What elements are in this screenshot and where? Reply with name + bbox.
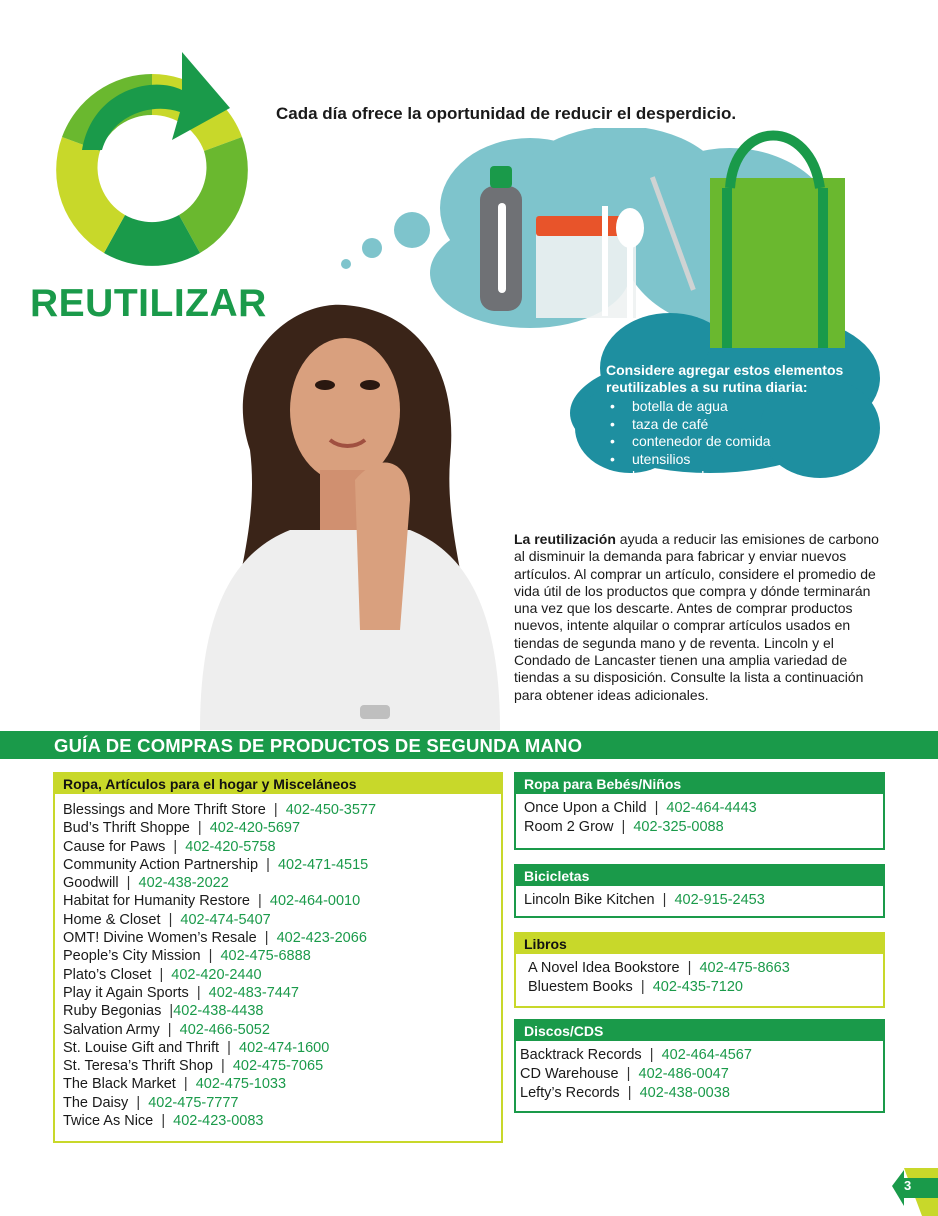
list-item: • contenedor de comida (606, 433, 896, 451)
page-tab-arrow-icon (892, 1168, 938, 1216)
store-row (528, 959, 875, 978)
list-item: • botella de agua (606, 398, 896, 416)
separator: | (208, 948, 213, 965)
store-name: People’s City Mission (63, 948, 201, 965)
section-bebes (514, 772, 885, 850)
store-list (516, 794, 883, 843)
reusable-items-heading: Considere agregar estos elementos reutilizables a su rutina diaria: (606, 362, 844, 395)
store-name: Lefty’s Records (520, 1085, 620, 1101)
store-phone: 402-471-4515 (277, 856, 369, 873)
store-phone: 402-420-5758 (185, 838, 276, 855)
store-phone: 402-475-1033 (195, 1076, 287, 1093)
tagline: Cada día ofrece la oportunidad de reducir el desperdicio. (276, 104, 737, 123)
guide-banner-title: GUÍA DE COMPRAS DE PRODUCTOS DE SEGUNDA MANO (54, 735, 583, 756)
reuse-paragraph (514, 531, 886, 704)
separator: | (136, 1094, 141, 1111)
reusable-items (606, 398, 896, 486)
separator: | (167, 1021, 172, 1038)
section-heading: Bicicletas (516, 866, 883, 886)
store-row (63, 856, 493, 874)
separator: | (662, 892, 667, 908)
store-row (63, 911, 493, 929)
store-row (63, 1021, 493, 1039)
store-phone: 402-420-2440 (171, 966, 262, 983)
store-phone: 402-325-0088 (633, 819, 724, 835)
separator: | (126, 875, 131, 892)
page-number: 3 (904, 1178, 912, 1193)
store-row (63, 1112, 493, 1130)
separator: | (173, 838, 178, 855)
separator: | (161, 1113, 166, 1130)
store-name: Room 2 Grow (524, 819, 614, 835)
separator: | (220, 1058, 225, 1075)
store-row (63, 947, 493, 965)
list-item: • utensilios (606, 451, 896, 469)
store-phone: 402-486-0047 (638, 1066, 729, 1082)
store-row (63, 929, 493, 947)
store-row (63, 1002, 493, 1020)
store-name: Backtrack Records (520, 1047, 642, 1063)
separator: | (264, 930, 269, 947)
store-row (63, 1094, 493, 1112)
store-phone: 402-475-6888 (220, 948, 311, 965)
separator: | (273, 802, 278, 818)
store-name: Goodwill (63, 875, 119, 892)
store-phone: 402-475-7777 (148, 1094, 239, 1111)
store-row (63, 801, 493, 819)
store-row (520, 1046, 875, 1065)
store-phone: 402-915-2453 (674, 892, 765, 908)
separator: | (159, 966, 164, 983)
store-name: Bud’s Thrift Shoppe (63, 820, 190, 837)
section-heading: Discos/CDS (516, 1021, 883, 1041)
store-name: St. Louise Gift and Thrift (63, 1039, 220, 1056)
store-phone: 402-464-0010 (269, 893, 361, 910)
store-name: Blessings and More Thrift Store (63, 802, 266, 818)
store-row (63, 984, 493, 1002)
section-heading: Ropa, Artículos para el hogar y Misceláneos (55, 774, 501, 794)
store-name: St. Teresa’s Thrift Shop (63, 1058, 213, 1075)
store-name: Ruby Begonias (63, 1003, 162, 1020)
section-heading: Ropa para Bebés/Niños (516, 774, 883, 794)
store-name: Plato’s Closet (63, 966, 152, 983)
store-row (528, 978, 875, 997)
separator: | (227, 1039, 231, 1056)
store-name: Play it Again Sports (63, 984, 189, 1001)
separator: | (627, 1085, 632, 1101)
store-phone: 402-450-3577 (285, 802, 377, 818)
reusable-items-list (606, 362, 896, 486)
list-item: • bolsa para las compras (606, 468, 896, 486)
store-name: Habitat for Humanity Restore (63, 893, 250, 910)
page-title: REUTILIZAR (30, 282, 267, 325)
store-phone: 402-438-0038 (639, 1085, 730, 1101)
store-phone: 402-464-4443 (666, 800, 757, 816)
thinking-woman-photo (180, 300, 510, 730)
separator: | (168, 911, 173, 928)
store-name: CD Warehouse (520, 1066, 619, 1082)
store-list (516, 886, 883, 916)
store-name: Lincoln Bike Kitchen (524, 892, 655, 908)
store-name: Home & Closet (63, 911, 161, 928)
store-row (63, 1057, 493, 1075)
store-name: Bluestem Books (528, 979, 633, 995)
separator: | (266, 856, 270, 873)
store-phone: 402-423-2066 (276, 930, 367, 947)
store-phone: 402-474-1600 (239, 1039, 330, 1056)
store-phone: 402-483-7447 (208, 984, 299, 1001)
separator: | (196, 984, 201, 1001)
store-phone: 402-420-5697 (209, 820, 301, 837)
store-name: Once Upon a Child (524, 800, 647, 816)
separator: | (169, 1003, 174, 1020)
list-item: • taza de café (606, 416, 896, 434)
store-row (63, 892, 493, 910)
store-list (516, 1041, 883, 1109)
store-row (63, 819, 493, 837)
separator: | (649, 1047, 654, 1063)
store-name: Cause for Paws (63, 838, 166, 855)
store-row (524, 799, 875, 818)
store-phone: 402-466-5052 (179, 1021, 270, 1038)
separator: | (183, 1076, 188, 1093)
section-libros (514, 932, 885, 1008)
reuse-arrows-icon (50, 48, 255, 268)
store-name: The Black Market (63, 1076, 176, 1093)
store-phone: 402-438-2022 (138, 875, 229, 892)
store-row (63, 966, 493, 984)
store-row (63, 874, 493, 892)
store-name: The Daisy (63, 1094, 129, 1111)
store-row (63, 1075, 493, 1093)
store-name: A Novel Idea Bookstore (528, 960, 680, 976)
separator: | (654, 800, 659, 816)
store-row (63, 838, 493, 856)
store-row (524, 818, 875, 837)
store-row (520, 1084, 875, 1103)
store-phone: 402-475-7065 (232, 1058, 324, 1075)
store-row (524, 891, 875, 910)
store-name: Community Action Partnership (63, 856, 259, 873)
store-list (55, 794, 501, 1136)
separator: | (258, 893, 262, 910)
section-ropa (53, 772, 503, 1143)
separator: | (640, 979, 645, 995)
store-row (63, 1039, 493, 1057)
store-phone: 402-464-4567 (661, 1047, 752, 1063)
store-phone: 402-435-7120 (652, 979, 743, 995)
section-heading: Libros (516, 934, 883, 954)
separator: | (626, 1066, 631, 1082)
store-phone: 402-438-4438 (173, 1003, 264, 1020)
paragraph-text: ayuda a reducir las emisiones de carbono al disminuir la demanda para fabricar y enviar nuevos artículos. Al comprar un artículo, considere el promedio de vida útil de los productos que compra y dónde terminarán una vez que los descarte. Antes de comprar productos nuevos, intente alquilar o comprar artículos usados en tiendas de segunda mano y de reventa. Lincoln y el Condado de Lancaster tienen una amplia variedad de tiendas a su disposición. Consulte la lista a continuación para obtener ideas adicionales. (514, 531, 879, 703)
store-phone: 402-475-8663 (699, 960, 790, 976)
paragraph-lead: La reutilización (514, 531, 616, 547)
store-phone: 402-474-5407 (180, 911, 271, 928)
separator: | (621, 819, 626, 835)
separator: | (197, 820, 202, 837)
store-phone: 402-423-0083 (173, 1113, 264, 1130)
store-list (516, 954, 883, 1003)
store-name: Twice As Nice (63, 1113, 154, 1130)
store-name: OMT! Divine Women’s Resale (63, 930, 257, 947)
store-row (520, 1065, 875, 1084)
section-discos (514, 1019, 885, 1113)
section-bicicletas (514, 864, 885, 918)
store-name: Salvation Army (63, 1021, 160, 1038)
separator: | (687, 960, 692, 976)
